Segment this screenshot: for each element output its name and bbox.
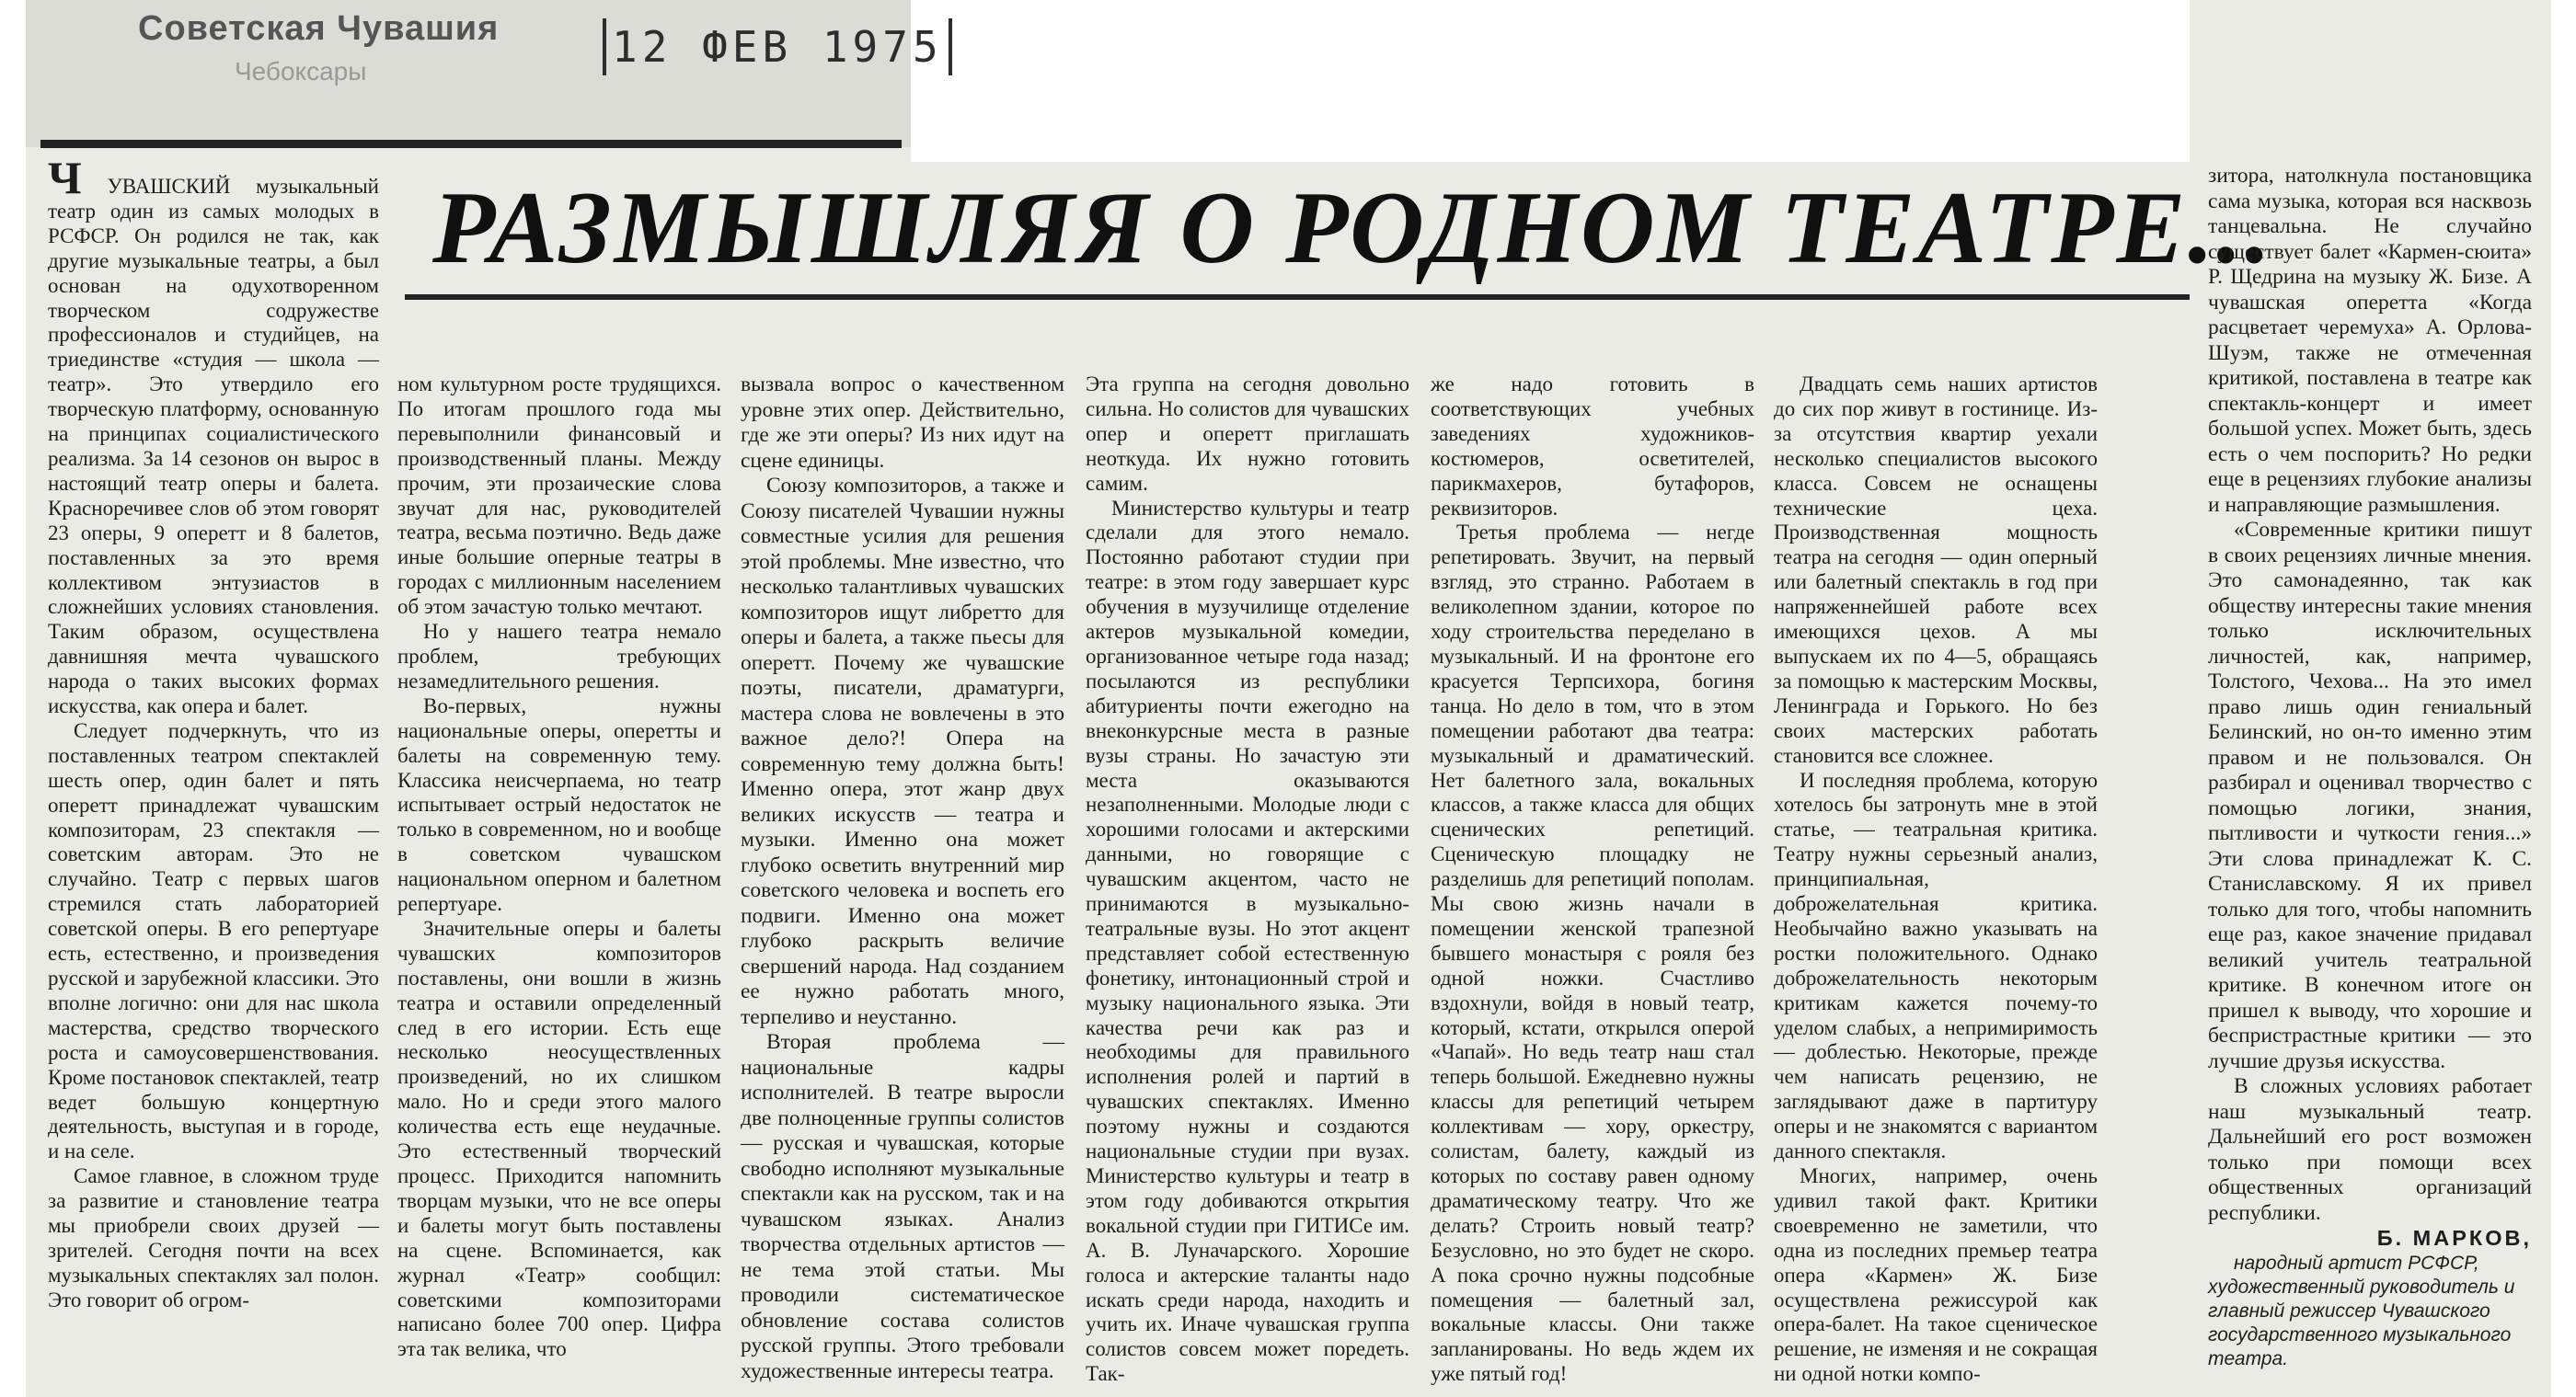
author-credit: народный артист РСФСР, художественный руководитель и главный режиссер Чувашского государственного музыкального театра. [2208,1252,2515,1369]
article-column-3 [741,372,1064,1389]
paragraph: И последняя проблема, которую хотелось бы затронуть мне в этой статье, — театральная критика. Театру нужны серьезный анализ, принципиальная, доброжелательная критика. Необычайно важно указывать на ростки положительного. Однако доброжелательность некоторым критикам кажется почему-то уделом слабых, а непримиримость — доблестью. Некоторые, прежде чем написать рецензию, не заглядывают даже в партитуру оперы и не знакомятся с вариантом данного спектакля. [1774,768,2098,1163]
masthead-city: Чебоксары [235,57,367,86]
paragraph: Во-первых, нужны национальные оперы, оперетты и балеты на современную тему. Классика неисчерпаема, но театр испытывает острый недостаток не только в современном, но и вообще в советском чувашском национальном оперном и балетном репертуаре. [397,693,721,916]
headline-rule [405,294,2190,300]
article-column-6 [1774,372,2098,1389]
paragraph: «Современные критики пишут в своих рецензиях личные мнения. Это самонадеянно, так как обществу интересны такие мнения только исключительных личностей, как, например, Толстого, Чехова... На это имел право лишь один гениальный Белинский, но он-то именно этим правом и не пользовался. Он разбирал и оценивал творчество с помощью логики, знания, пытливости и чуткости гения...» Эти слова принадлежат К. С. Станиславскому. Я их привел только для того, чтобы напомнить еще раз, какое значение придавал великий учитель театральной критике. В конечном итоге он пришел к выводу, что хорошие и беспристрастные критики — это лучшие друзья искусства. [2208,518,2532,1073]
paragraph: зитора, натолкнула постановщика сама музыка, которая вся насквозь танцевальна. Не случайно существует балет «Кармен-сюита» Р. Щедрина на музыку Ж. Бизе. А чувашская оперетта «Когда расцветает черемуха» А. Орлова-Шуэм, также не отмеченная критикой, поставлена в театре как спектакль-концерт и имеет большой успех. Может быть, здесь есть о чем поспорить? Но редки еще в рецензиях глубокие анализы и направляющие размышления. [2208,164,2532,517]
article-column-7 [2208,164,2532,1387]
article-column-4 [1086,372,1409,1389]
paragraph: Третья проблема — негде репетировать. Звучит, на первый взгляд, это странно. Работаем в великолепном здании, которое по ходу строительства переделано в музыкальный. И на фронтоне его красуется Терпсихора, богиня танца. Но дело в том, что в этом помещении работают два театра: музыкальный и драматический. Нет балетного зала, вокальных классов, а также класса для общих сценических репетиций. Сценическую площадку не разделишь для репетиций пополам. Мы свою жизнь начали в помещении женской трапезной бывшего монастыря с рояля без одной ножки. Счастливо вздохнули, войдя в новый театр, который, кстати, открылся оперой «Чапай». Но ведь театр наш стал теперь большой. Ежедневно нужны классы для репетиций четырем коллективам — хору, оркестру, солистам, балету, каждый из которых по составу равен одному драматическому театру. Что же делать? Строить новый театр? Безусловно, но это будет не скоро. А пока срочно нужны подсобные помещения — балетный зал, вокальные классы. Они также запланированы. Но ведь ждем их уже пятый год! [1431,521,1754,1386]
blank-margin [911,0,2190,162]
paragraph: же надо готовить в соответствующих учебных заведениях художников-костюмеров, осветителей, парикмахеров, бутафоров, реквизиторов. [1431,372,1754,520]
article-column-2 [397,372,721,1389]
paragraph: В сложных условиях работает наш музыкальный театр. Дальнейший его рост возможен только при помощи всех общественных организаций республики. [2208,1074,2532,1225]
date-stamp: 12 ФЕВ 1975 [603,18,952,75]
paragraph [48,152,379,719]
paragraph: Союзу композиторов, а также и Союзу писателей Чувашии нужны совместные усилия для решения этой проблемы. Мне известно, что несколько талантливых чувашских композиторов ищут либретто для оперы и балета, а также пьесы для оперетт. Почему же чувашские поэты, писатели, драматурги, мастера слова не вовлечены в это важное дело?! Опера на современную тему должна быть! Именно опера, этот жанр двух великих искусств — театра и музыки. Именно она может глубоко осветить внутренний мир советского человека и воспеть его подвиги. Именно она может глубоко раскрыть величие свершений народа. Над созданием ее нужно работать много, терпеливо и неустанно. [741,474,1064,1029]
paragraph: Вторая проблема — национальные кадры исполнителей. В театре выросли две полноценные группы солистов — русская и чувашская, которые свободно исполняют музыкальные спектакли как на русском, так и на чувашском языках. Анализ творчества отдельных артистов — не тема этой статьи. Мы проводили систематическое обновление состава солистов русской группы. Этого требовали художественные интересы театра. [741,1030,1064,1383]
paragraph-text: УВАШСКИЙ музыкальный театр один из самых молодых в РСФСР. Он родился не так, как другие музыкальные театры, а был основан на одухотворенном творческом содружестве профессионалов и студийцев, на триединстве «студия — школа — театр». Это утвердило его творческую платформу, основанную на принципах социалистического реализма. За 14 сезонов он вырос в настоящий театр оперы и балета. Красноречивее слов об этом говорят 23 оперы, 9 оперетт и 8 балетов, поставленных за это время коллективом энтузиастов в сложнейших условиях становления. Таким образом, осуществлена давнишняя мечта чувашского народа о таких высоких формах искусства, как опера и балет. [48,175,379,718]
author-signature: Б. МАРКОВ, [2376,1226,2532,1250]
drop-cap: Ч [48,152,82,203]
article-headline: РАЗМЫШЛЯЯ О РОДНОМ ТЕАТРЕ... [432,171,2274,285]
paragraph: Двадцать семь наших артистов до сих пор живут в гостинице. Из-за отсутствия квартир уехали несколько специалистов высокого класса. Совсем не оснащены технические цеха. Производственная мощность театра на сегодня — один оперный или балетный спектакль в год при напряженнейшей работе всех имеющихся цехов. А мы выпускаем их по 4—5, обращаясь за помощью к мастерским Москвы, Ленинграда и Горького. Но без своих мастерских работать становится все сложнее. [1774,372,2098,767]
masthead-rule [40,140,902,148]
newspaper-masthead: Советская Чувашия [138,9,500,48]
paragraph: Эта группа на сегодня довольно сильна. Но солистов для чувашских опер и оперетт приглашать неоткуда. Их нужно готовить самим. [1086,372,1409,495]
paragraph: Многих, например, очень удивил такой факт. Критики своевременно не заметили, что одна из последних премьер театра опера «Кармен» Ж. Бизе осуществлена режиссурой как опера-балет. На такое сценическое решение, не изменяя и не сокращая ни одной нотки компо- [1774,1164,2098,1386]
paragraph: Министерство культуры и театр сделали для этого немало. Постоянно работают студии при театре: в этом году завершает курс обучения в музучилище отделение актеров музыкальной комедии, организованное четыре года назад; посылаются из республики абитуриенты почти ежегодно на внеконкурсные места в разные вузы страны. Но зачастую эти места оказываются незаполненными. Молодые люди с хорошими голосами и актерскими данными, но говорящие с чувашским акцентом, часто не принимаются в музыкально-театральные вузы. Но этот акцент представляет собой естественную фонетику, интонационный строй и музыку национального языка. Эти качества речи как раз и необходимы для правильного исполнения ролей и партий в чувашских спектаклях. Именно поэтому нужны и создаются национальные студии при вузах. Министерство культуры и театр в этом году добиваются открытия вокальной студии при ГИТИСе им. А. В. Луначарского. Хорошие голоса и актерские таланты надо искать среди народа, находить и учить их. Иначе чувашская группа солистов совсем может поредеть. Так- [1086,496,1409,1386]
paragraph: ном культурном росте трудящихся. По итогам прошлого года мы перевыполнили финансовый и производственный планы. Между прочим, эти прозаические слова звучат для нас, руководителей театра, весьма поэтично. Ведь даже иные большие оперные театры в городах с миллионным населением об этом зачастую только мечтают. [397,372,721,619]
paragraph: вызвала вопрос о качественном уровне этих опер. Действительно, где же эти оперы? Из них идут на сцене единицы. [741,372,1064,473]
paragraph: Значительные оперы и балеты чувашских композиторов поставлены, они вошли в жизнь театра и оставили определенный след в его истории. Есть еще несколько неосуществленных произведений, но их слишком мало. Но и среди этого малого количества есть еще неудачные. Это естественный творческий процесс. Приходится напомнить творцам музыки, что не все оперы и балеты могут быть поставлены на сцене. Вспоминается, как журнал «Театр» сообщил: советскими композиторами написано более 700 опер. Цифра эта так велика, что [397,916,721,1361]
paragraph: Но у нашего театра немало проблем, требующих незамедлительного решения. [397,620,721,693]
paragraph: Следует подчеркнуть, что из поставленных театром спектаклей шесть опер, один балет и пять оперетт принадлежат чувашским композиторам, 23 спектакля — советским авторам. Это не случайно. Театр с первых шагов стремился стать лабораторией советской оперы. В его репертуаре есть, естественно, и произведения русской и зарубежной классики. Это вполне логично: они для нас школа мастерства, средство творческого роста и самоусовершенствования. Кроме постановок спектаклей, театр ведет большую концертную деятельность, выступая и в городе, и на селе. [48,718,379,1163]
paragraph: Самое главное, в сложном труде за развитие и становление театра мы приобрели своих друзей — зрителей. Сегодня почти на всех музыкальных спектаклях зал полон. Это говорит об огром- [48,1164,379,1311]
article-column-1 [48,152,379,1387]
article-column-5 [1431,372,1754,1389]
